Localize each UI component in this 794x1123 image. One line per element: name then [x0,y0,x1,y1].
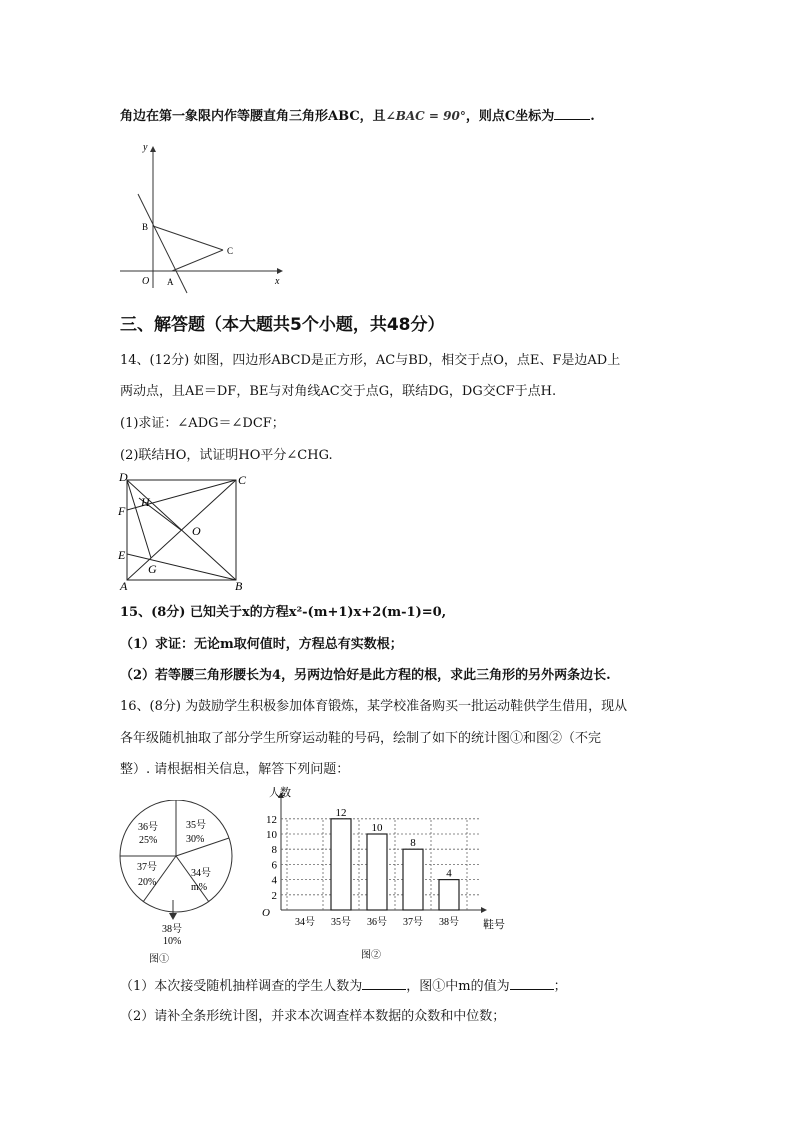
q14-line1: 14、(12分) 如图，四边形ABCD是正方形，AC与BD，相交于点O，点E、F是边AD上 [120,353,621,368]
segment-dg [127,480,151,558]
pie-label-35: 35号 [186,820,206,831]
y-axis-arrow [150,146,156,152]
pie-pct-34: m% [191,882,208,893]
x-axis-arrow [277,268,283,274]
q14-part2: (2)联结HO，试证明HO平分∠CHG. [120,448,333,463]
q13-end: . [590,109,595,124]
bar [331,819,351,910]
x-label: x [275,276,280,287]
label-f: F [118,504,126,518]
q15-part2: （2）若等腰三角形腰长为4，另两边恰好是此方程的根，求此三角形的另外两条边长. [120,668,611,683]
q13-answer-blank [554,106,590,120]
pie-pct-35: 30% [186,834,205,845]
label-g: G [148,562,157,576]
q16-part2: （2）请补全条形统计图，并求本次调查样本数据的众数和中位数； [120,1009,506,1024]
segment-ac [172,250,223,271]
y-label: y [143,142,148,153]
bar-y-tick-label: 2 [271,889,277,902]
q16-part1-end: ； [553,979,567,994]
q15-part1: （1）求证：无论m取何值时，方程总有实数根； [120,637,403,652]
q14-figure [115,470,255,593]
origin-label: O [142,276,150,287]
pie-divider-lower-right [176,856,209,902]
bar-y-tick-label: 12 [266,813,277,826]
label-o: O [192,524,201,538]
q14-part1: (1)求证：∠ADG＝∠DCF； [120,416,285,431]
q13-post: ，则点C坐标为 [465,109,555,124]
q13-angle: ∠BAC = 90° [385,109,466,123]
bar-category-label: 37号 [403,917,423,928]
label-d: D [119,470,128,484]
bar-y-tick-label: 6 [271,859,277,872]
label-h: H [141,495,150,509]
bar-origin-label: O [262,907,270,919]
point-b-label: B [142,222,149,232]
bar [439,880,459,910]
bar-x-axis-arrow [481,907,487,913]
bar-value-label: 8 [410,837,416,850]
q14-line2: 两动点，且AE＝DF，BE与对角线AC交于点G，联结DG，DG交CF于点H. [120,384,557,399]
segment-be [127,554,236,580]
bar-chart [255,782,510,960]
q16-line1: 16、(8分) 为鼓励学生积极参加体育锻炼，某学校准备购买一批运动鞋供学生借用，现从 [120,699,628,714]
label-c: C [238,473,247,487]
pie-label-34: 34号 [191,868,211,879]
bar-y-tick-label: 10 [266,829,277,841]
q16-part1-pre: （1）本次接受随机抽样调查的学生人数为 [120,979,363,994]
bar-y-tick-label: 4 [271,874,277,887]
pie-label-37: 37号 [137,862,157,873]
bar-category-label: 38号 [439,917,459,928]
pie-label-38: 38号 [162,924,182,935]
bar-caption: 图② [361,950,381,960]
bar-y-tick-label: 8 [271,844,277,857]
point-c-label: C [227,246,234,256]
bar-category-label: 35号 [331,917,351,928]
bar-category-label: 36号 [367,917,387,928]
pie-caption: 图① [149,954,169,965]
q13-figure [115,140,290,295]
bar-y-title: 人数 [269,787,291,799]
q16-count-blank [362,976,406,990]
q16-part1 [120,976,567,996]
pie-pct-37: 20% [138,877,157,888]
section-heading: 三、解答题（本大题共5个小题，共48分） [120,315,445,335]
label-e: E [118,548,126,562]
bar [403,849,423,910]
q16-part1-mid: ，图①中m的值为 [406,979,510,994]
label-a: A [120,579,128,593]
bar-value-label: 10 [371,822,383,834]
label-b: B [235,579,243,593]
pie-chart [115,800,245,970]
q13-pre: 角边在第一象限内作等腰直角三角形ABC，且 [120,109,386,124]
point-a-label: A [167,277,174,287]
bar-x-title: 鞋号 [483,919,505,931]
pie-pct-38: 10% [163,936,182,947]
q15-line1: 15、(8分) 已知关于x的方程x²-(m+1)x+2(m-1)=0, [120,605,447,620]
bar [367,834,387,910]
q16-line2: 各年级随机抽取了部分学生所穿运动鞋的号码，绘制了如下的统计图①和图②（不完 [120,731,602,746]
pie-pct-36: 25% [139,835,158,846]
q16-m-blank [510,976,554,990]
bar-value-label: 4 [446,867,452,880]
bar-category-label: 34号 [295,917,315,928]
bar-value-label: 12 [335,806,347,819]
pie-callout-arrow [169,913,177,920]
q13-text [120,106,595,126]
pie-label-36: 36号 [138,822,158,833]
q16-line3: 整）. 请根据相关信息，解答下列问题： [120,762,350,777]
